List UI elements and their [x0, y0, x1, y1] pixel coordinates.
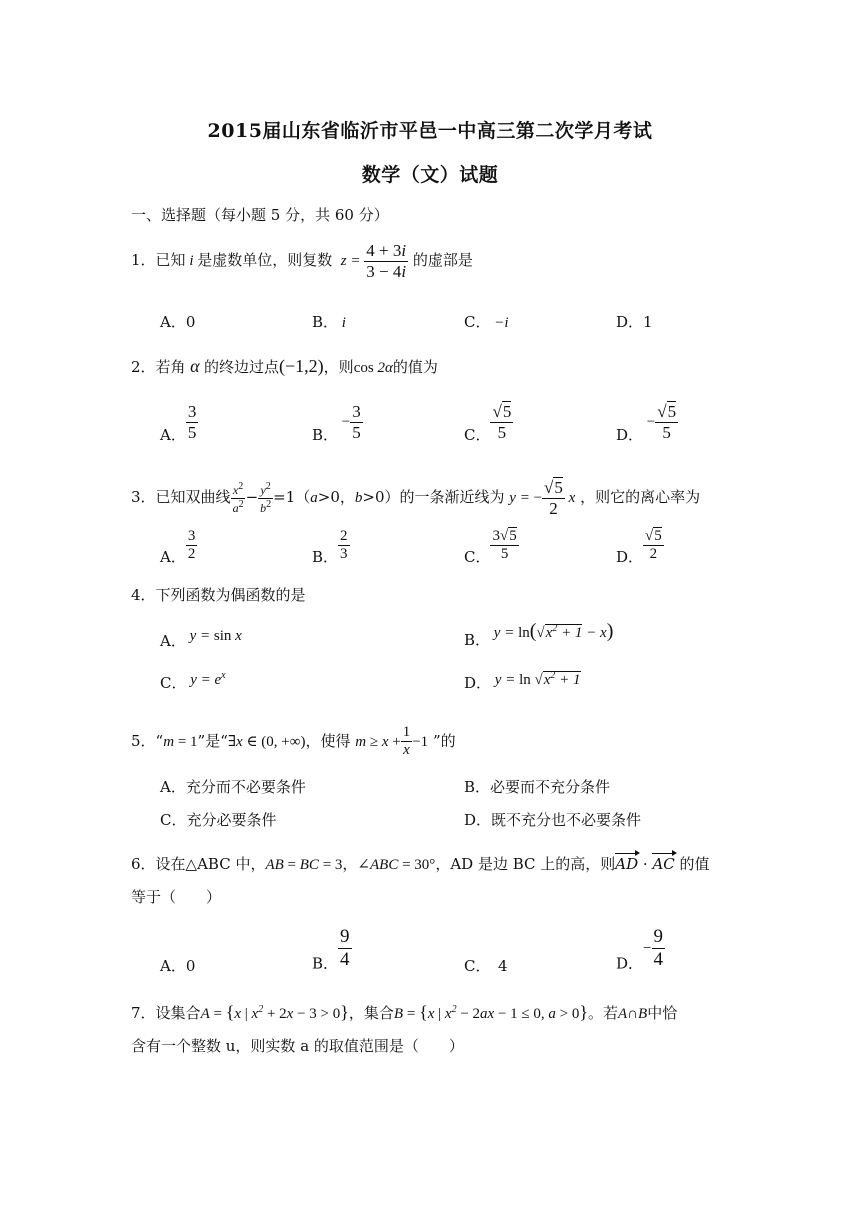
question-2: 2．若角 α 的终边过点(−1,2)，则cos 2α的值为	[131, 356, 438, 376]
q4-option-b: B． $y = \ln(√x^2 + 1 - x)$	[464, 620, 614, 649]
q6-option-c: C． 4	[464, 957, 508, 975]
q3-option-a: A． $\frac{3}{2}$	[160, 528, 196, 566]
question-4: 4．下列函数为偶函数的是	[131, 586, 306, 604]
q1-option-d: D．1	[616, 313, 653, 331]
q1-option-c: C． −i	[464, 313, 509, 331]
q3-option-c: C． $\frac{3√5}{5}$	[464, 528, 517, 566]
question-7: 7．设集合A = {x | $x^2 + 2x - 3 > 0$}，集合B = {x | $x^2 - 2ax - 1 \le 0$, a > 0}。若A∩B中恰	[131, 1002, 678, 1022]
q1-option-b: B． i	[312, 313, 346, 331]
q5-option-c: C．充分必要条件	[160, 811, 277, 829]
q3-option-d: D． $\frac{√5}{2}$	[616, 528, 662, 566]
q6-option-b: B． $\frac{9}{4}$	[312, 926, 350, 973]
q4-option-c: C． $y = e^x$	[160, 670, 226, 692]
q4-option-d: D． $y = \ln √x^2 + 1$	[464, 670, 581, 692]
q2-option-c: C． $\frac{√5}{5}$	[464, 402, 512, 445]
q6-option-d: D．− $\frac{9}{4}$	[616, 926, 663, 973]
question-6-continued: 等于（ ）	[131, 888, 222, 906]
question-1: 1．已知 i 是虚数单位，则复数 z = $\frac{4 + 3i}{3 - 4i}$ 的虚部是	[131, 241, 473, 281]
question-5: 5．“m = 1”是“∃x ∈ (0, +∞)，使得 m ≥ x + $\frac{1}{x}$ −1 ”的	[131, 724, 456, 759]
q5-option-a: A．充分而不必要条件	[160, 778, 306, 796]
page-subtitle: 数学（文）试题	[361, 164, 499, 186]
question-3: 3．已知双曲线 $\frac{x^2}{a^2}$ − $\frac{y^2}{b^2}$ =1（a>0，b>0）的一条渐近线为 y = − $\frac{√5}{2}$ x ，则它的离心率为	[131, 478, 701, 518]
q5-option-b: B．必要而不充分条件	[464, 778, 611, 796]
question-6: 6．设在△ABC 中，AB = BC = 3，∠ABC = 30°，AD 是边 BC 上的高，则AD · AC 的值	[131, 855, 710, 873]
q5-option-d: D．既不充分也不必要条件	[464, 811, 642, 829]
section-heading: 一、选择题（每小题 5 分，共 60 分）	[131, 206, 389, 224]
question-7-continued: 含有一个整数 u，则实数 a 的取值范围是（ ）	[131, 1037, 464, 1055]
q2-option-a: A． $\frac{3}{5}$	[160, 402, 197, 445]
q3-option-b: B． $\frac{2}{3}$	[312, 528, 348, 566]
page-title: 2015届山东省临沂市平邑一中高三第二次学月考试	[207, 120, 653, 142]
q4-option-a: A． y = sin x	[160, 628, 242, 650]
q2-option-d: D． − $\frac{√5}{5}$	[616, 402, 677, 445]
q1-option-a: A．0	[160, 313, 196, 331]
fraction-z: $\frac{4 + 3i}{3 - 4i}$	[366, 241, 407, 281]
q2-option-b: B． − $\frac{3}{5}$	[312, 402, 361, 445]
q6-option-a: A．0	[160, 957, 196, 975]
